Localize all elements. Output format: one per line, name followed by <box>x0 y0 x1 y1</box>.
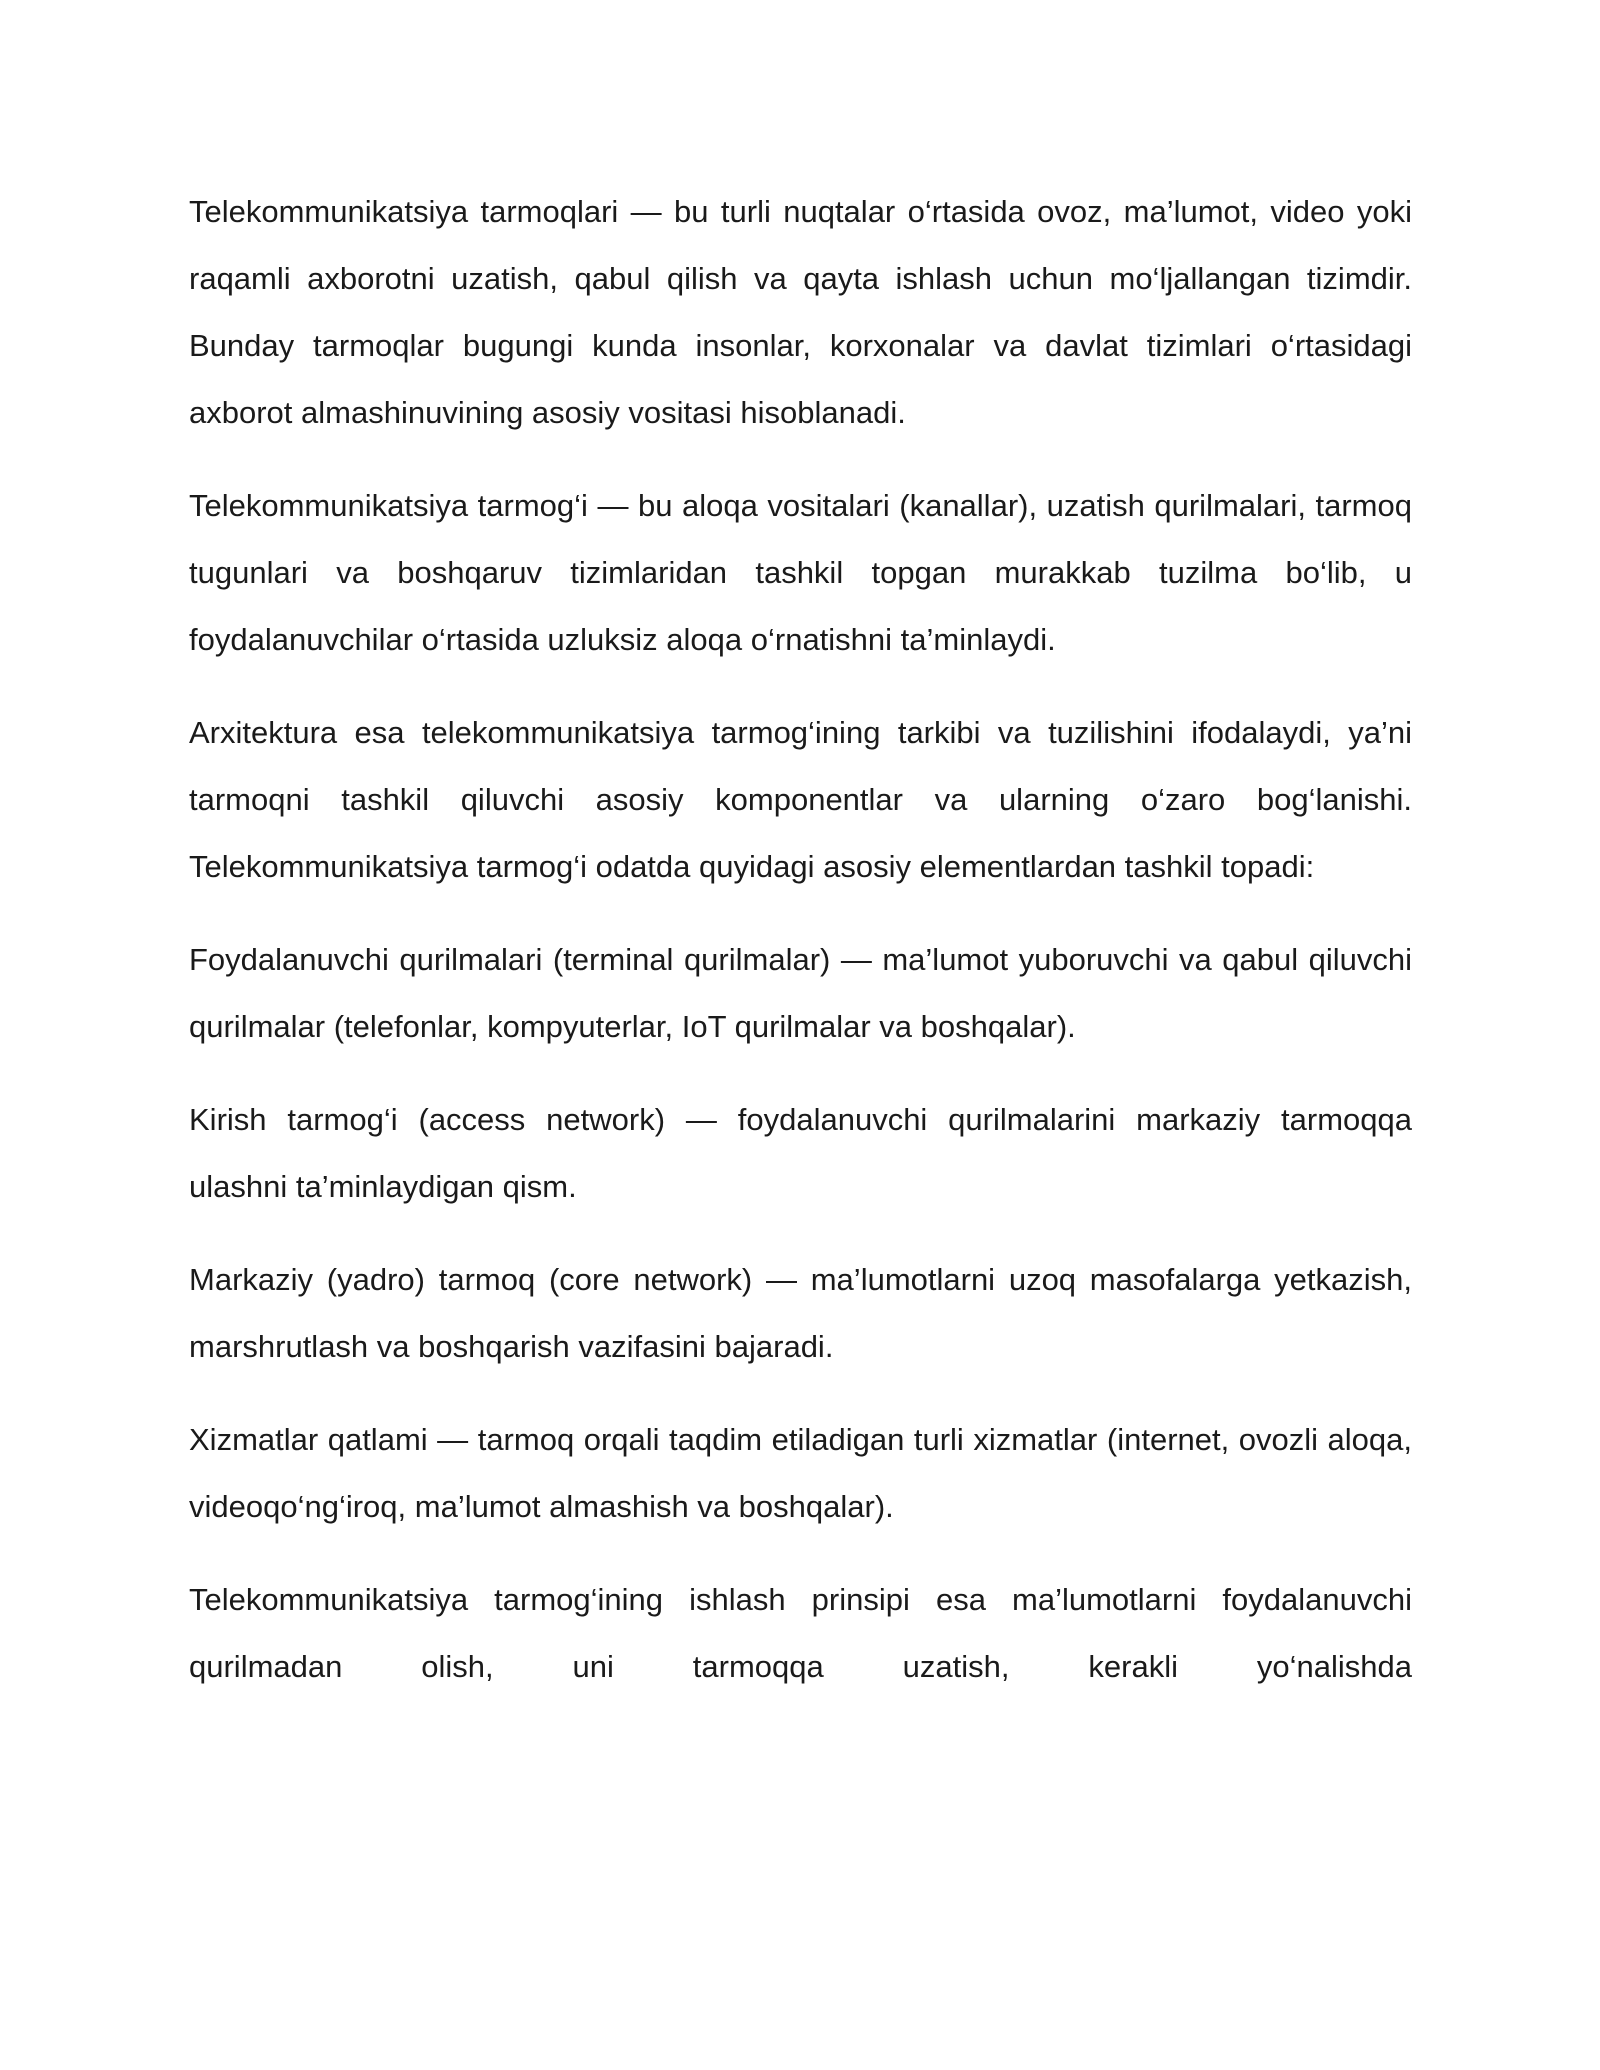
paragraph-network-definition: Telekommunikatsiya tarmog‘i — bu aloqa vositalari (kanallar), uzatish qurilmalari, tarmoq tugunlari va boshqaruv tizimlaridan tashkil topgan murakkab tuzilma bo‘lib, u foydalanuvchilar o‘rtasida uzluksiz aloqa o‘rnatishni ta’minlaydi. <box>189 488 1412 657</box>
paragraph-core-network: Markaziy (yadro) tarmoq (core network) — ma’lumotlarni uzoq masofalarga yetkazish, marshrutlash va boshqarish vazifasini bajaradi. <box>189 1262 1412 1364</box>
paragraph-architecture: Arxitektura esa telekommunikatsiya tarmog‘ining tarkibi va tuzilishini ifodalaydi, ya’ni tarmoqni tashkil qiluvchi asosiy komponentlar va ularning o‘zaro bog‘lanishi. Telekommunikatsiya tarmog‘i odatda quyidagi asosiy elementlardan tashkil topadi: <box>189 715 1412 884</box>
document-body <box>189 178 1412 1700</box>
paragraph-access-network: Kirish tarmog‘i (access network) — foydalanuvchi qurilmalarini markaziy tarmoqqa ulashni ta’minlaydigan qism. <box>189 1102 1412 1204</box>
paragraph-services-layer: Xizmatlar qatlami — tarmoq orqali taqdim etiladigan turli xizmatlar (internet, ovozli aloqa, videoqo‘ng‘iroq, ma’lumot almashish va boshqalar). <box>189 1422 1412 1524</box>
paragraph-operating-principle: Telekommunikatsiya tarmog‘ining ishlash prinsipi esa ma’lumotlarni foydalanuvchi qurilmadan olish, uni tarmoqqa uzatish, kerakli yo‘nalishda <box>189 1582 1412 1684</box>
paragraph-intro: Telekommunikatsiya tarmoqlari — bu turli nuqtalar o‘rtasida ovoz, ma’lumot, video yoki raqamli axborotni uzatish, qabul qilish va qayta ishlash uchun mo‘ljallangan tizimdir. Bunday tarmoqlar bugungi kunda insonlar, korxonalar va davlat tizimlari o‘rtasidagi axborot almashinuvining asosiy vositasi hisoblanadi. <box>189 194 1412 430</box>
paragraph-user-devices: Foydalanuvchi qurilmalari (terminal qurilmalar) — ma’lumot yuboruvchi va qabul qiluvchi qurilmalar (telefonlar, kompyuterlar, IoT qurilmalar va boshqalar). <box>189 942 1412 1044</box>
